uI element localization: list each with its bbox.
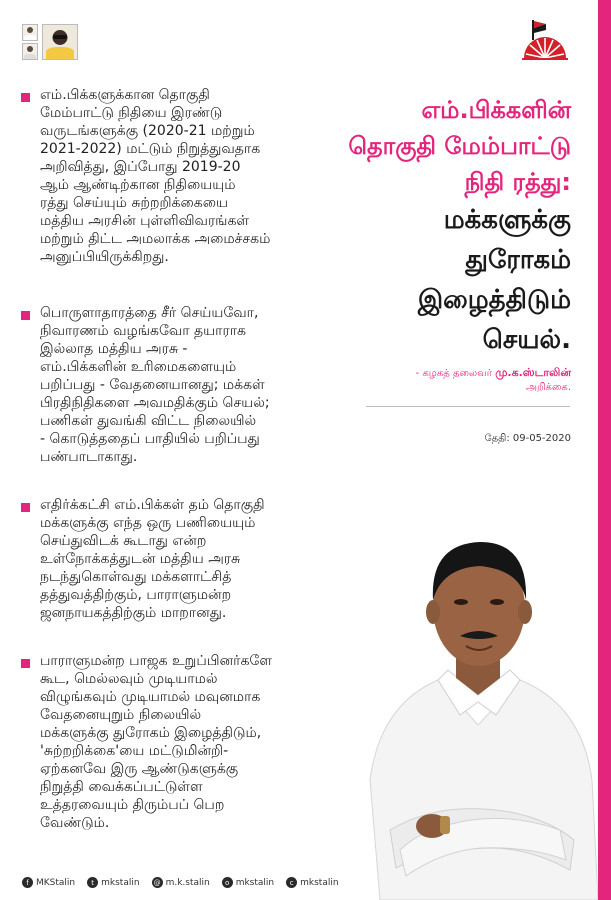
- bullet-marker: [21, 503, 30, 512]
- footer-item-app[interactable]: [286, 877, 338, 888]
- bullet-line: ஏற்கனவே இரு ஆண்டுகளுக்கு: [40, 761, 239, 777]
- twitter-icon: t: [87, 877, 98, 888]
- footer-label: MKStalin: [36, 877, 76, 888]
- website-icon: @: [153, 878, 161, 887]
- footer-label: mkstalin: [235, 877, 275, 888]
- footer-label: mkstalin: [101, 877, 140, 888]
- bullet-line: 'சுற்றறிக்கை'யை மட்டுமின்றி-: [40, 743, 229, 759]
- instagram-icon: o: [222, 877, 233, 888]
- app-icon: c: [286, 877, 297, 888]
- headline-line: தொகுதி மேம்பாட்டு: [348, 132, 571, 160]
- bullet-line: ஜனநாயகத்திற்கும் மாறானது.: [40, 605, 227, 621]
- bullet-line: நிவாரணம் வழங்கவோ தயாராக: [40, 323, 246, 339]
- footer-label: mkstalin: [300, 877, 339, 888]
- bullet-line: கூட, மெல்லவும் முடியாமல்: [40, 671, 218, 687]
- bullet-line: ரத்து செய்யும் சுற்றறிக்கையை: [40, 195, 228, 211]
- bullet-line: அனுப்பியிருக்கிறது.: [40, 249, 169, 265]
- bullet-line: விழுங்கவும் முடியாமல் மவுனமாக: [40, 689, 261, 705]
- bullet-text: [40, 652, 360, 832]
- bullet-line: அறிவித்து, இப்போது 2019-20: [40, 159, 241, 175]
- footer-item-facebook[interactable]: [22, 877, 75, 888]
- bullet-line: இல்லாத மத்திய அரசு -: [40, 341, 188, 357]
- bullet-line: வேதனையுறும் நிலையில்: [40, 707, 202, 723]
- headline-line: செயல்.: [482, 325, 571, 355]
- bullet-line: உத்தரவையும் திரும்பப் பெற: [40, 797, 225, 813]
- bullet-line: எம்.பிக்களுக்கான தொகுதி: [40, 87, 210, 103]
- leader-portrait: [360, 530, 598, 900]
- bullet-line: வருடங்களுக்கு (2020-21 மற்றும்: [40, 123, 255, 139]
- footer-item-twitter[interactable]: [87, 877, 139, 888]
- headline-line: நிதி ரத்து:: [464, 168, 571, 196]
- statement-date: தேதி: 09-05-2020: [484, 433, 571, 444]
- headline: [348, 92, 571, 360]
- bullet-marker: [21, 659, 30, 668]
- bullet-line: தத்துவத்திற்கும், பாராளுமன்ற: [40, 587, 232, 603]
- bullet-line: மற்றும் திட்ட அமலாக்க அமைச்சகம்: [40, 231, 271, 247]
- bullet-line: பாராளுமன்ற பாஜக உறுப்பினர்களே: [40, 653, 272, 669]
- footer-item-instagram[interactable]: [222, 877, 274, 888]
- headline-line: எம்.பிக்களின்: [421, 96, 571, 124]
- bullet-line: மக்களுக்கு துரோகம் இழைத்திடும்,: [40, 725, 262, 741]
- bullet-line: பணிகள் துவங்கி விட்ட நிலையில்: [40, 413, 257, 429]
- bullet-line: மேம்பாட்டு நிதியை இரண்டு: [40, 105, 223, 121]
- accent-strip: [598, 0, 611, 900]
- bullet-line: உள்நோக்கத்துடன் மத்திய அரசு: [40, 551, 241, 567]
- divider: [366, 406, 570, 407]
- bullet-line: பிரதிநிதிகளை அவமதிக்கும் செயல்;: [40, 395, 270, 411]
- bullet-line: பறிப்பது - வேதனையானது; மக்கள்: [40, 377, 265, 393]
- headline-line: இழைத்திடும்: [417, 285, 571, 315]
- footer-item-website[interactable]: [152, 877, 210, 888]
- facebook-icon: f: [22, 877, 33, 888]
- byline-suffix: அறிக்கை.: [525, 382, 571, 393]
- bullet-line: செய்துவிடக் கூடாது என்ற: [40, 533, 207, 549]
- social-footer: [22, 877, 339, 888]
- byline-name: மு.க.ஸ்டாலின்: [495, 366, 571, 379]
- bullet-line: பொருளாதாரத்தை சீர் செய்யவோ,: [40, 305, 259, 321]
- byline: [416, 366, 571, 395]
- bullet-line: 2021-2022) மட்டும் நிறுத்துவதாக: [40, 141, 261, 157]
- bullet-line: - கொடுத்ததைப் பாதியில் பறிப்பது: [40, 431, 260, 447]
- bullet-line: நிறுத்தி வைக்கப்பட்டுள்ள: [40, 779, 203, 795]
- leader-thumbnails: [22, 24, 78, 60]
- footer-label: m.k.stalin: [165, 877, 210, 888]
- bullet-line: ஆம் ஆண்டிற்கான நிதியையும்: [40, 177, 236, 193]
- leader-portrait-3: [42, 24, 78, 60]
- leader-portrait-1: [22, 24, 38, 41]
- bullet-text: [40, 496, 360, 622]
- bullet-line: எதிர்க்கட்சி எம்.பிக்கள் தம் தொகுதி: [40, 497, 265, 513]
- bullet-marker: [21, 93, 30, 102]
- bullet-line: பண்பாடாகாது.: [40, 449, 138, 465]
- bullet-line: எம்.பிக்களின் உரிமைகளையும்: [40, 359, 237, 375]
- bullet-line: நடந்துகொள்வது மக்களாட்சித்: [40, 569, 232, 585]
- leader-portrait-2: [22, 43, 38, 60]
- party-logo-icon: [518, 18, 572, 62]
- bullet-line: மக்களுக்கு எந்த ஒரு பணியையும்: [40, 515, 256, 531]
- bullet-line: வேண்டும்.: [40, 815, 110, 831]
- bullet-marker: [21, 311, 30, 320]
- byline-prefix: - கழகத் தலைவர்: [415, 368, 496, 379]
- headline-line: துரோகம்: [465, 245, 571, 275]
- headline-line: மக்களுக்கு: [443, 205, 571, 235]
- bullet-text: [40, 304, 360, 466]
- bullet-text: [40, 86, 360, 266]
- bullet-line: மத்திய அரசின் புள்ளிவிவரங்கள்: [40, 213, 250, 229]
